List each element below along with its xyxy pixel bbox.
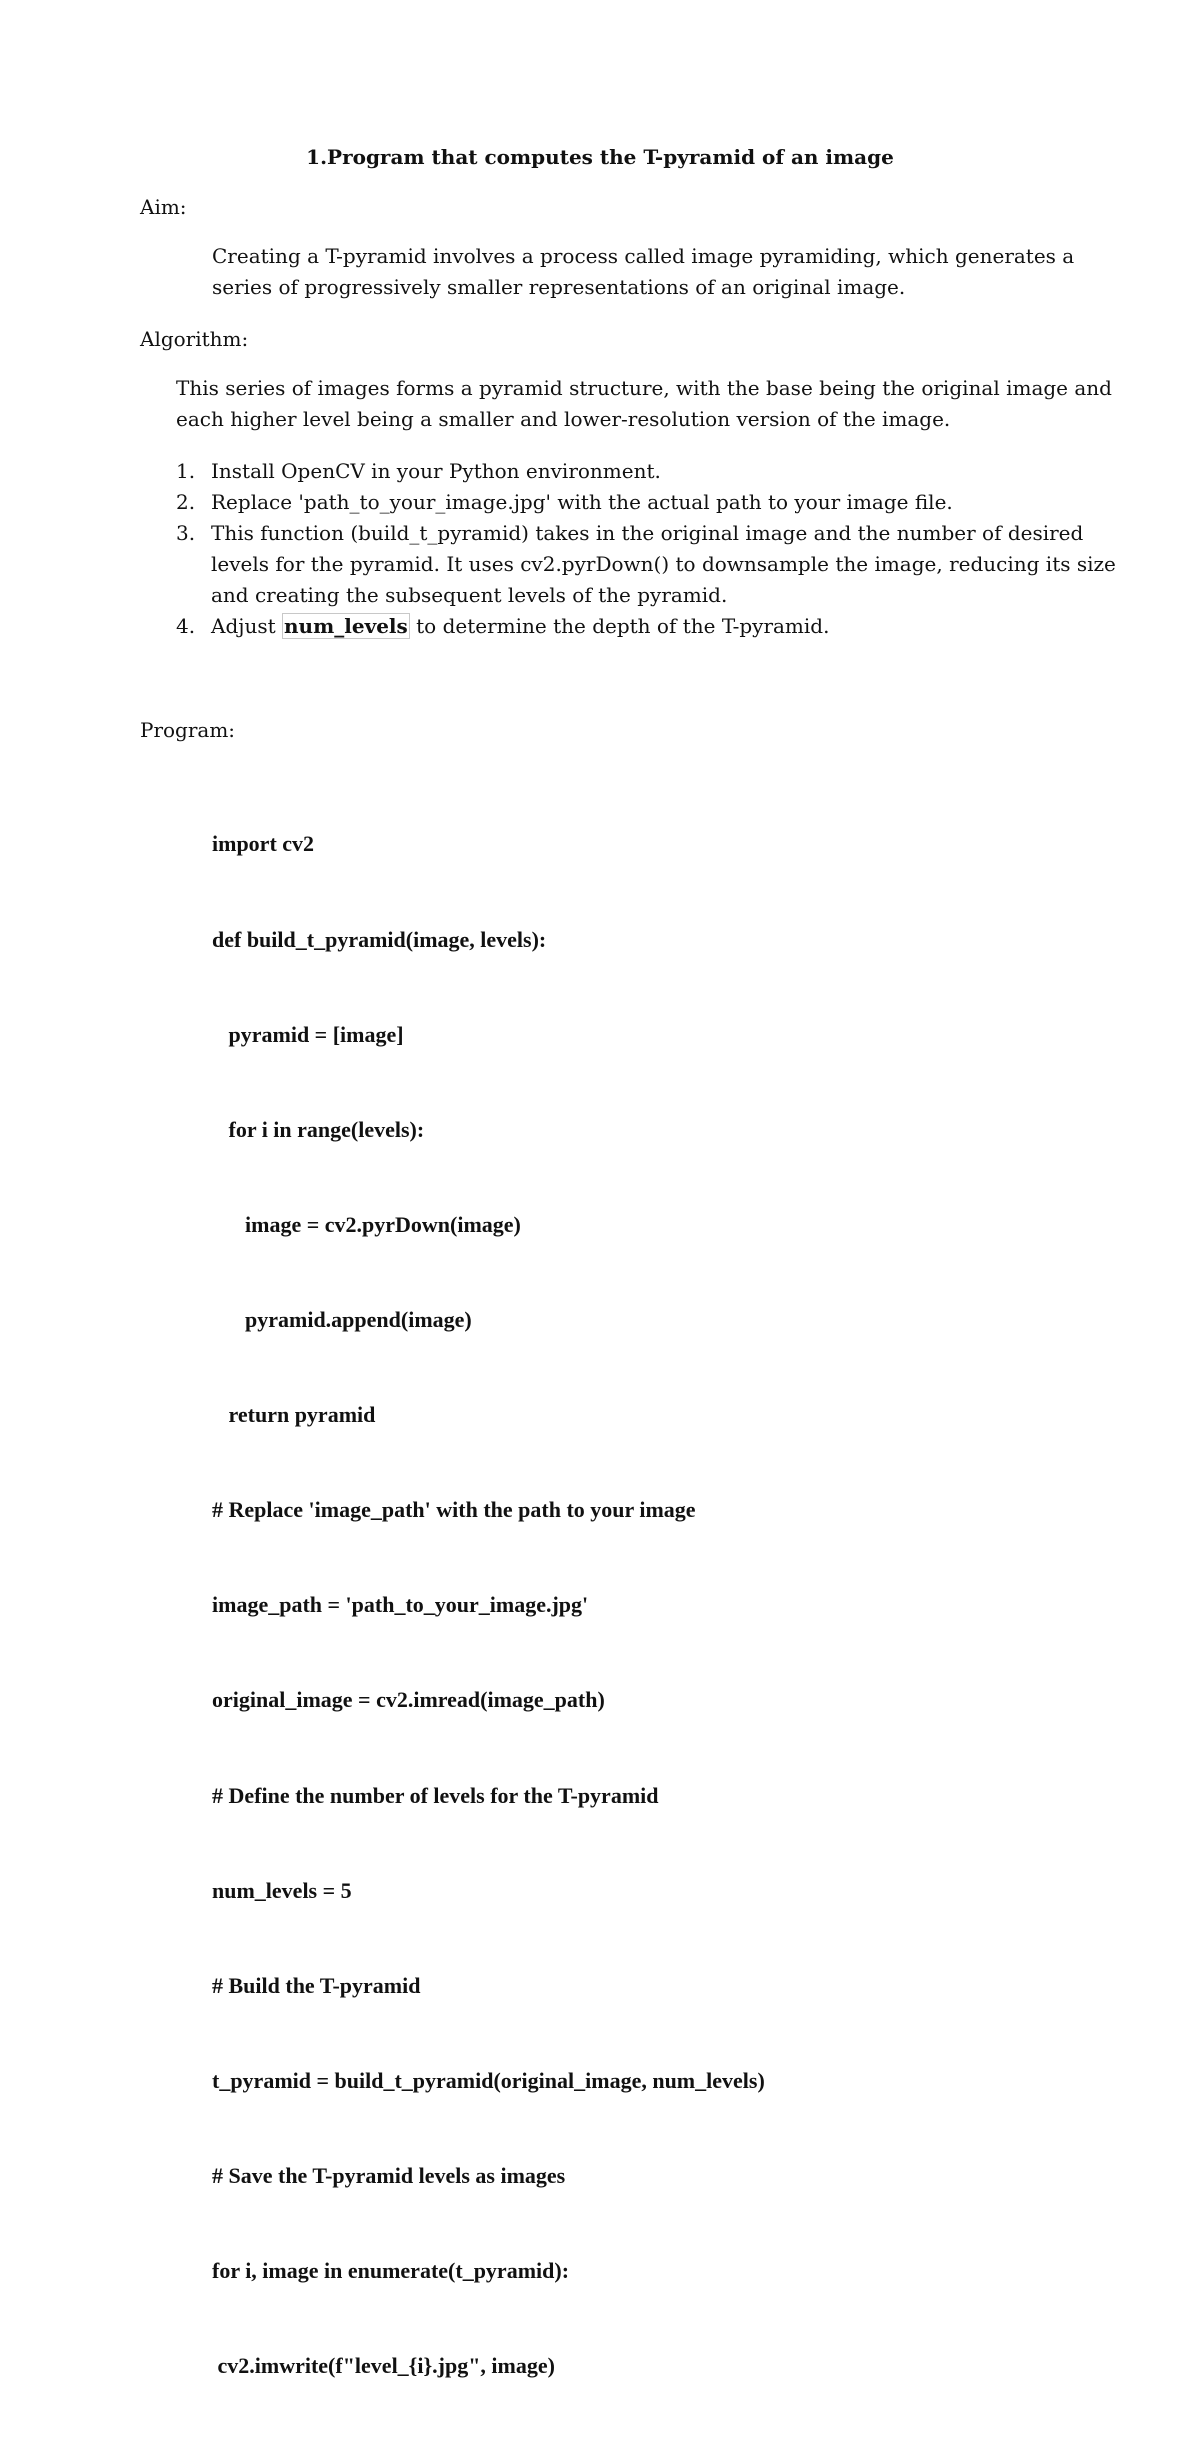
code-line: image_path = 'path_to_your_image.jpg' (212, 1592, 589, 1618)
step-text: levels for the pyramid. It uses cv2.pyrDown() to downsample the image, reducing its size (211, 552, 1116, 576)
code-line: # Define the number of levels for the T-pyramid (212, 1782, 659, 1808)
code-line: pyramid.append(image) (212, 1306, 472, 1332)
code-line: image = cv2.pyrDown(image) (212, 1211, 521, 1237)
list-item (140, 456, 1080, 487)
step-text: This function (build_t_pyramid) takes in the original image and the number of desired (211, 521, 1084, 545)
list-item (140, 487, 1080, 518)
algorithm-line: This series of images forms a pyramid structure, with the base being the original image and (176, 376, 1112, 400)
program-label: Program: (140, 718, 236, 742)
code-line: import cv2 (212, 831, 315, 857)
step-text: and creating the subsequent levels of the pyramid. (211, 583, 728, 607)
code-line: num_levels = 5 (212, 1877, 352, 1903)
step-text-after: to determine the depth of the T-pyramid. (409, 614, 830, 638)
code-line: cv2.imwrite(f"level_{i}.jpg", image) (212, 2353, 555, 2379)
algorithm-line: each higher level being a smaller and lower-resolution version of the image. (176, 407, 951, 431)
algorithm-label: Algorithm: (140, 327, 249, 351)
step-number: 1. (176, 459, 196, 483)
step-number: 4. (176, 614, 196, 638)
algorithm-paragraph (176, 373, 1112, 435)
aim-line: series of progressively smaller representations of an original image. (212, 275, 906, 299)
code-line: t_pyramid = build_t_pyramid(original_image, num_levels) (212, 2067, 765, 2093)
aim-label: Aim: (140, 195, 187, 219)
list-item (140, 518, 1116, 611)
code-line: return pyramid (212, 1402, 376, 1428)
step-text: Replace 'path_to_your_image.jpg' with the actual path to your image file. (211, 490, 953, 514)
step-text-before: Adjust (211, 614, 282, 638)
aim-paragraph (212, 241, 1074, 303)
code-line: # Replace 'image_path' with the path to your image (212, 1497, 696, 1523)
step-text: Install OpenCV in your Python environment. (211, 459, 661, 483)
step-text (211, 611, 1080, 642)
code-line: # Save the T-pyramid levels as images (212, 2162, 566, 2188)
program-code-block (212, 765, 765, 2445)
document-title: 1.Program that computes the T-pyramid of an image (306, 145, 894, 169)
aim-line: Creating a T-pyramid involves a process called image pyramiding, which generates a (212, 244, 1075, 268)
list-item (140, 611, 1080, 642)
code-line: original_image = cv2.imread(image_path) (212, 1687, 605, 1713)
code-line: for i, image in enumerate(t_pyramid): (212, 2258, 570, 2284)
code-term-num-levels: num_levels (284, 614, 408, 638)
code-line: # Build the T-pyramid (212, 1972, 421, 1998)
code-line: pyramid = [image] (212, 1021, 404, 1047)
step-number: 3. (176, 521, 196, 545)
code-line: for i in range(levels): (212, 1116, 425, 1142)
step-number: 2. (176, 490, 196, 514)
algorithm-steps-list (140, 456, 1116, 642)
code-line: def build_t_pyramid(image, levels): (212, 926, 547, 952)
